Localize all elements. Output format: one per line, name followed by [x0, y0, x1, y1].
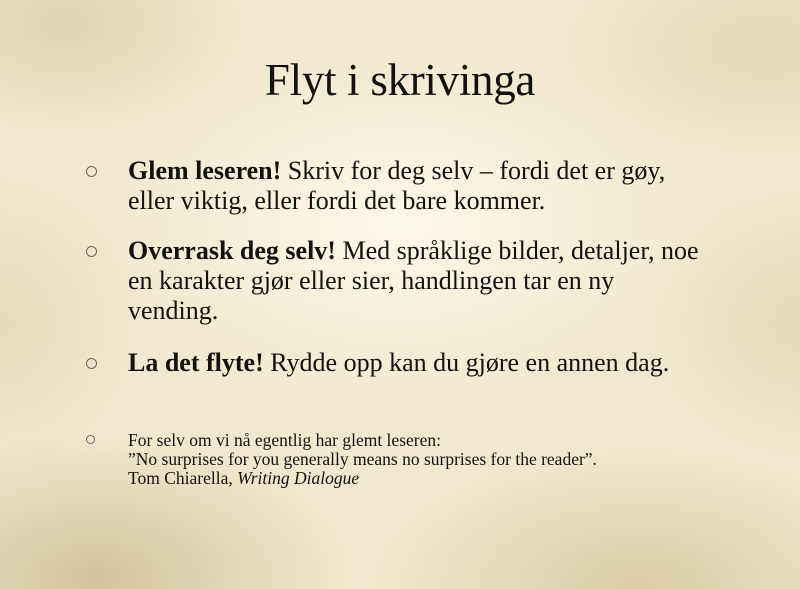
quote-text: ”No surprises for you generally means no surprises for the reader”.: [128, 449, 597, 469]
bullet-bold-text: La det flyte!: [128, 348, 264, 377]
bullet-text: Med språklige bilder, detaljer, noe en karakter gjør eller sier, handlingen tar en ny vending.: [128, 236, 699, 325]
bullet-item: [128, 236, 708, 326]
quote-bullet: [128, 431, 748, 488]
circle-bullet-icon: [86, 435, 95, 444]
circle-bullet-icon: [86, 358, 97, 369]
circle-bullet-icon: [86, 166, 97, 177]
circle-bullet-icon: [86, 246, 97, 257]
bullet-item: [128, 156, 708, 216]
bullet-bold-text: Overrask deg selv!: [128, 236, 336, 265]
bullet-bold-text: Glem leseren!: [128, 156, 282, 185]
bullet-text: Skriv for deg selv – fordi det er gøy, eller viktig, eller fordi det bare kommer.: [128, 156, 666, 215]
quote-author: Tom Chiarella,: [128, 468, 238, 488]
quote-attribution: [128, 469, 748, 488]
bullet-text: Rydde opp kan du gjøre en annen dag.: [263, 348, 670, 377]
slide-title: Flyt i skrivinga: [264, 55, 536, 105]
quote-source: Writing Dialogue: [237, 468, 360, 488]
quote-intro: For selv om vi nå egentlig har glemt leseren:: [128, 430, 441, 450]
bullet-item: [128, 348, 708, 378]
